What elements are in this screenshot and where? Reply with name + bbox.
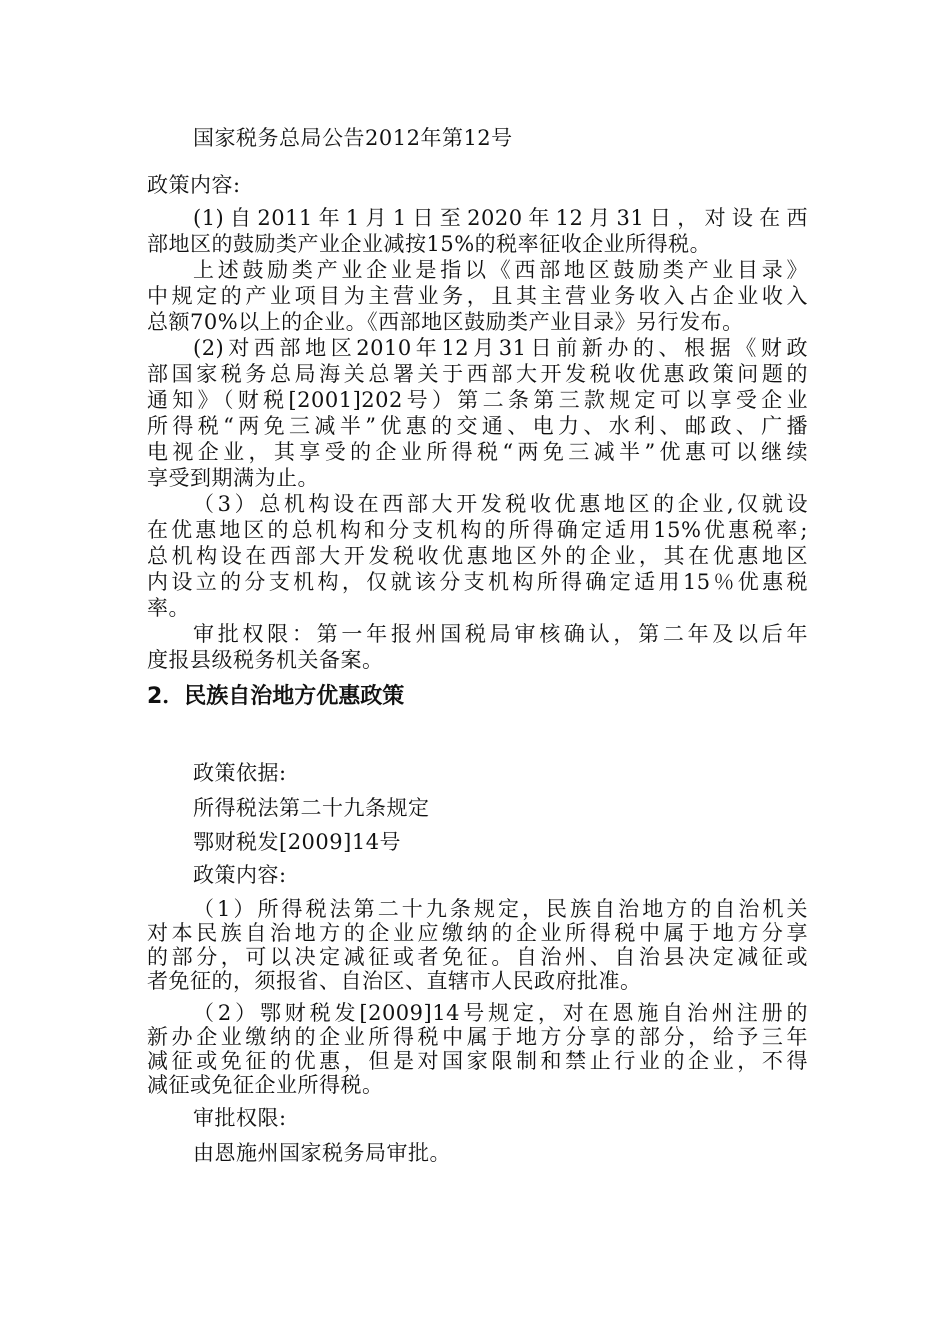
text-line: 减征或免征的优惠，但是对国家限制和禁止行业的企业，不得 — [147, 1049, 808, 1073]
policy-basis-label: 政策依据: — [193, 761, 287, 785]
approval-authority-label: 审批权限: — [193, 1106, 287, 1130]
text-line: 审批权限：第一年报州国税局审核确认，第二年及以后年 — [193, 622, 808, 646]
text-line: 减征或免征企业所得税。 — [147, 1073, 384, 1097]
text-line: (1)自2011年1月1日至2020年12月31日，对设在西 — [193, 206, 808, 230]
text-line: 电视企业，其享受的企业所得税“两免三减半”优惠可以继续 — [147, 440, 808, 464]
text-line: 总机构设在西部大开发税收优惠地区外的企业，其在优惠地区 — [147, 544, 808, 568]
text-line: (2)对西部地区2010年12月31日前新办的、根据《财政 — [193, 336, 808, 360]
text-line: 在优惠地区的总机构和分支机构的所得确定适用15%优惠税率; — [147, 518, 808, 542]
policy-basis-item: 所得税法第二十九条规定 — [193, 796, 430, 820]
text-line: 对本民族自治地方的企业应缴纳的企业所得税中属于地方分享 — [147, 921, 808, 945]
announcement-reference: 国家税务总局公告2012年第12号 — [193, 126, 513, 150]
text-line: 率。 — [147, 596, 190, 620]
text-line: （1）所得税法第二十九条规定，民族自治地方的自治机关 — [193, 897, 808, 921]
text-line: 所得税“两免三减半”优惠的交通、电力、水利、邮政、广播 — [147, 414, 808, 438]
text-line: 部地区的鼓励类产业企业减按15%的税率征收企业所得税。 — [147, 232, 712, 256]
text-line: 新办企业缴纳的企业所得税中属于地方分享的部分，给予三年 — [147, 1025, 808, 1049]
text-line: 上述鼓励类产业企业是指以《西部地区鼓励类产业目录》 — [193, 258, 808, 282]
text-line: 通知》（财税[2001]202号）第二条第三款规定可以享受企业 — [147, 388, 808, 412]
text-line: 中规定的产业项目为主营业务，且其主营业务收入占企业收入 — [147, 284, 808, 308]
text-line: （2）鄂财税发[2009]14号规定，对在恩施自治州注册的 — [193, 1001, 808, 1025]
text-line: 的部分，可以决定减征或者免征。自治州、自治县决定减征或 — [147, 945, 808, 969]
text-line: 部国家税务总局海关总署关于西部大开发税收优惠政策问题的 — [147, 362, 808, 386]
text-line: （3）总机构设在西部大开发税收优惠地区的企业,仅就设 — [193, 492, 808, 516]
text-line: 内设立的分支机构，仅就该分支机构所得确定适用15％优惠税 — [147, 570, 808, 594]
text-line: 总额70%以上的企业。《西部地区鼓励类产业目录》另行发布。 — [147, 310, 744, 334]
policy-basis-item: 鄂财税发[2009]14号 — [193, 830, 402, 854]
policy-content-label: 政策内容: — [193, 863, 287, 887]
policy-content-label: 政策内容: — [147, 173, 241, 197]
approval-authority-text: 由恩施州国家税务局审批。 — [193, 1141, 451, 1165]
text-line: 享受到期满为止。 — [147, 466, 319, 490]
text-line: 度报县级税务机关备案。 — [147, 648, 384, 672]
section-heading: 2．民族自治地方优惠政策 — [147, 684, 405, 709]
text-line: 者免征的，须报省、自治区、直辖市人民政府批准。 — [147, 969, 642, 993]
